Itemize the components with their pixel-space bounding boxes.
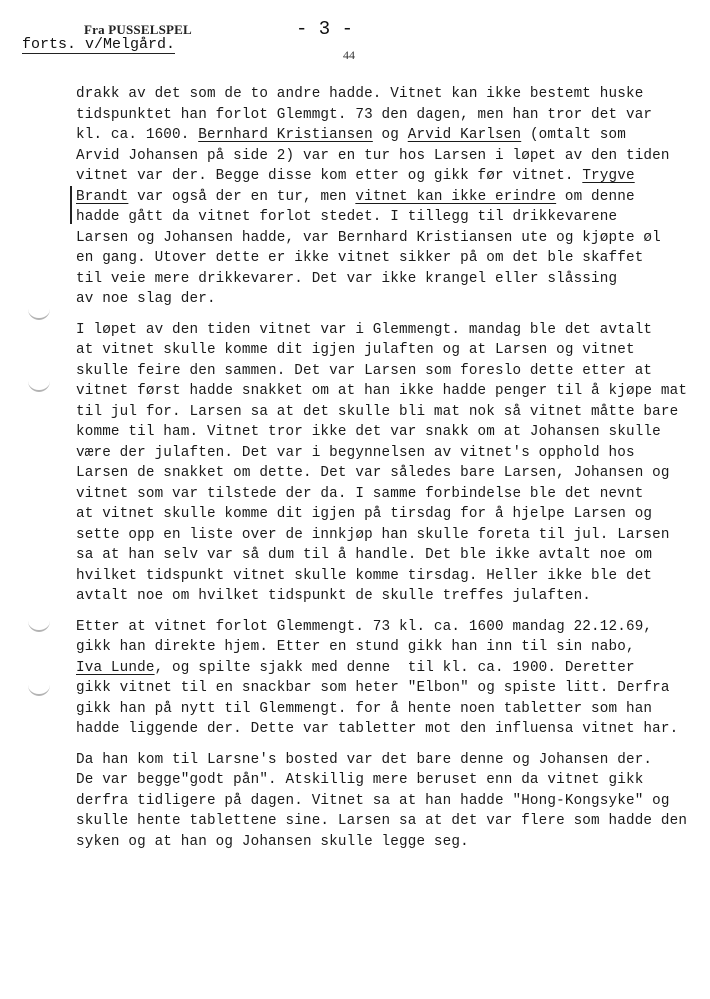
text-line	[76, 166, 696, 187]
text-run: hadde gått da vitnet forlot stedet. I tillegg til drikkevarene	[76, 209, 618, 225]
punch-hole-mark	[28, 618, 50, 632]
text-run: derfra tidligere på dagen. Vitnet sa at han hadde "Hong-Kongsyke" og	[76, 792, 670, 809]
text-line	[76, 637, 696, 658]
text-line	[76, 320, 696, 341]
text-run: av noe slag der.	[76, 291, 216, 307]
page-number: - 3 -	[296, 18, 354, 40]
text-run: kl. ca. 1600.	[76, 127, 199, 143]
source-stamp: Fra PUSSELSPEL	[84, 22, 192, 37]
paragraph	[76, 84, 696, 310]
text-run: at vitnet skulle komme dit igjen julaften og at Larsen og vitnet	[76, 342, 635, 358]
text-run: Larsen de snakket om dette. Det var således bare Larsen, Johansen og	[76, 465, 670, 481]
underlined-name: Trygve	[582, 168, 635, 184]
text-run: skulle feire den sammen. Det var Larsen som foreslo dette etter at	[76, 362, 653, 379]
text-run: Etter at vitnet forlot Glemmengt. 73 kl. ca. 1600 mandag 22.12.69,	[76, 618, 653, 635]
text-line	[76, 125, 696, 146]
text-line	[76, 484, 696, 505]
text-line	[76, 105, 696, 126]
text-line	[76, 187, 696, 208]
text-line	[76, 658, 696, 679]
text-run: De var begge"godt pån". Atskillig mere beruset enn da vitnet gikk	[76, 772, 644, 788]
text-line	[76, 146, 696, 167]
text-run: I løpet av den tiden vitnet var i Glemmengt. mandag ble det avtalt	[76, 321, 653, 338]
text-run: skulle hente tablettene sine. Larsen sa at det var flere som hadde den	[76, 813, 688, 829]
paragraph	[76, 750, 696, 853]
text-run: sette opp en liste over de innkjøp han skulle foreta til jul. Larsen	[76, 526, 670, 543]
archive-number: 44	[343, 48, 355, 62]
text-line	[76, 84, 696, 105]
text-line	[76, 791, 696, 812]
text-line	[76, 289, 696, 310]
text-run: sa at han selv var så dum til å handle. Det ble ikke avtalt noe om	[76, 547, 653, 563]
text-run: gikk vitnet til en snackbar som heter "Elbon" og spiste litt. Derfra	[76, 680, 670, 696]
text-run: være der julaften. Det var i begynnelsen av vitnet's opphold hos	[76, 444, 635, 461]
underlined-name: Iva Lunde	[76, 659, 155, 676]
text-line	[76, 361, 696, 382]
text-run: (omtalt som	[521, 127, 626, 143]
text-line	[76, 504, 696, 525]
text-run: tidspunktet han forlot Glemmgt. 73 den dagen, men han tror det var	[76, 106, 653, 123]
text-line	[76, 525, 696, 546]
text-line	[76, 678, 696, 699]
text-line	[76, 617, 696, 638]
paragraph	[76, 320, 696, 607]
text-line	[76, 207, 696, 228]
underlined-name: Brandt	[76, 188, 129, 205]
text-line	[76, 248, 696, 269]
punch-hole-mark	[28, 306, 50, 320]
text-run: og	[372, 127, 408, 143]
text-line	[76, 463, 696, 484]
text-line	[76, 402, 696, 423]
text-line	[76, 750, 696, 771]
text-run: at vitnet skulle komme dit igjen på tirsdag for å hjelpe Larsen og	[76, 506, 653, 522]
text-run: Da han kom til Larsne's bosted var det bare denne og Johansen der.	[76, 751, 653, 768]
text-run: var også der en tur, men	[128, 188, 356, 205]
text-line	[76, 422, 696, 443]
text-run: vitnet først hadde snakket om at han ikke hadde penger til å kjøpe mat	[76, 383, 688, 399]
text-line	[76, 340, 696, 361]
underlined-name: vitnet kan ikke erindre	[355, 188, 557, 205]
text-line	[76, 381, 696, 402]
text-run: avtalt noe om hvilket tidspunkt de skulle treffes julaften.	[76, 588, 592, 604]
underlined-name: Arvid Karlsen	[407, 127, 522, 143]
text-line	[76, 443, 696, 464]
text-run: syken og at han og Johansen skulle legge seg.	[76, 833, 469, 850]
text-run: Arvid Johansen på side 2) var en tur hos Larsen i løpet av den tiden	[76, 147, 670, 164]
text-line	[76, 566, 696, 587]
text-run: komme til ham. Vitnet tror ikke det var snakk om at Johansen skulle	[76, 424, 661, 440]
text-run: til jul for. Larsen sa at det skulle bli mat nok så vitnet måtte bare	[76, 403, 679, 420]
text-line	[76, 832, 696, 853]
text-run: gikk han på nytt til Glemmengt. for å hente noen tabletter som han	[76, 700, 653, 717]
text-run: til veie mere drikkevarer. Det var ikke krangel eller slåssing	[76, 270, 618, 287]
text-run: hvilket tidspunkt vitnet skulle komme tirsdag. Heller ikke ble det	[76, 567, 653, 584]
text-line	[76, 811, 696, 832]
punch-hole-mark	[28, 378, 50, 392]
running-head: forts. v/Melgård.	[22, 36, 176, 53]
margin-mark	[70, 186, 72, 224]
text-run: , og spilte sjakk med denne til kl. ca. 1900. Deretter	[154, 659, 635, 676]
text-line	[76, 719, 696, 740]
text-run: drakk av det som de to andre hadde. Vitnet kan ikke bestemt huske	[76, 86, 644, 102]
text-run: en gang. Utover dette er ikke vitnet sikker på om det ble skaffet	[76, 250, 644, 266]
paragraph	[76, 617, 696, 740]
text-line	[76, 228, 696, 249]
text-run: vitnet var der. Begge disse kom etter og gikk før vitnet.	[76, 168, 583, 184]
text-run: Larsen og Johansen hadde, var Bernhard Kristiansen ute og kjøpte øl	[76, 229, 661, 246]
text-line	[76, 545, 696, 566]
text-run: hadde liggende der. Dette var tabletter mot den influensa vitnet har.	[76, 721, 679, 737]
text-run: om denne	[556, 188, 635, 205]
text-run: vitnet som var tilstede der da. I samme forbindelse ble det nevnt	[76, 485, 644, 502]
text-line	[76, 699, 696, 720]
text-line	[76, 269, 696, 290]
punch-hole-mark	[28, 682, 50, 696]
document-body	[76, 84, 696, 862]
text-line	[76, 770, 696, 791]
text-run: gikk han direkte hjem. Etter en stund gikk han inn til sin nabo,	[76, 639, 635, 655]
underlined-name: Bernhard Kristiansen	[198, 127, 373, 143]
text-line	[76, 586, 696, 607]
